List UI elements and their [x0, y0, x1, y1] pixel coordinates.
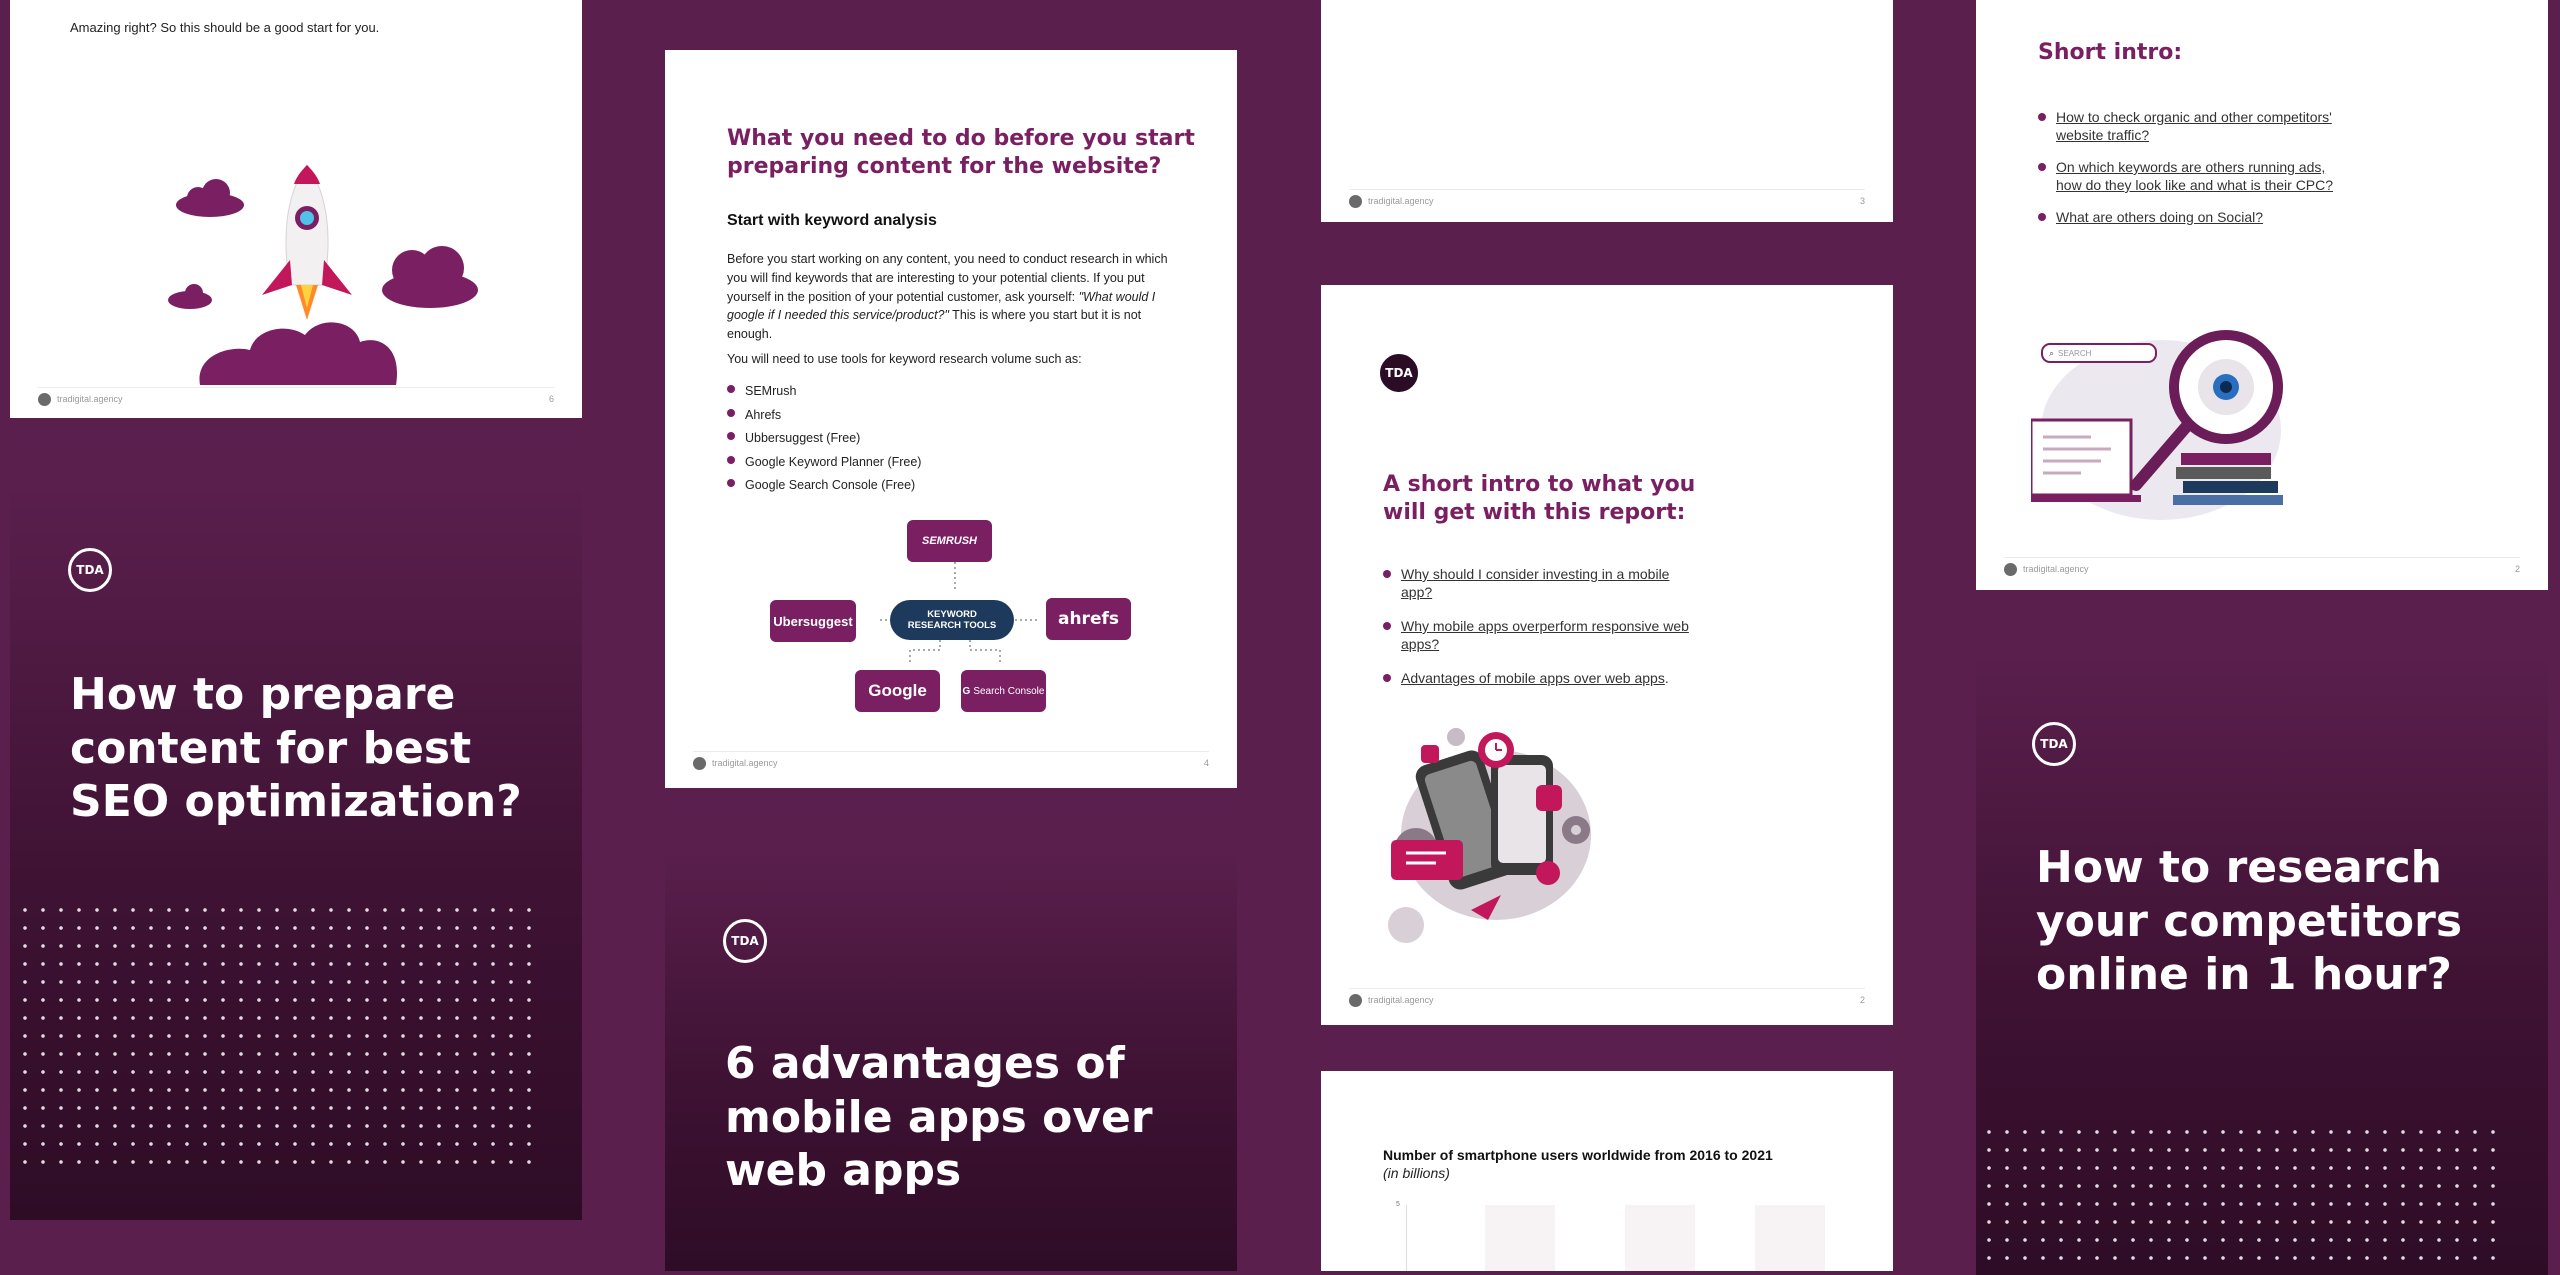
search-icon: ⌕	[2049, 347, 2055, 358]
tool-item: Google Keyword Planner (Free)	[727, 451, 921, 475]
topic-link[interactable]: What are others doing on Social?	[2056, 209, 2264, 225]
ahrefs-node: ahrefs	[1046, 598, 1131, 640]
card-competitor-intro	[1976, 0, 2548, 590]
competitor-topics	[2038, 108, 2333, 226]
footer	[1349, 189, 1865, 212]
topic-link[interactable]: how do they look like and what is their CPC?	[2056, 177, 2334, 193]
topic-link[interactable]: Why should I consider investing in a mobile	[1401, 566, 1670, 582]
cover-title-line: How to prepare	[70, 669, 456, 720]
cover-title-line: content for best	[70, 722, 472, 774]
card-competitor-cover	[1976, 655, 2548, 1275]
cover-title	[725, 1037, 1153, 1198]
center-node	[890, 600, 1014, 640]
para-text-end: This is where you start but it is not enough.	[727, 308, 1142, 341]
chart-band	[1485, 1205, 1555, 1271]
center-line: RESEARCH TOOLS	[907, 620, 997, 631]
dot-pattern	[16, 901, 538, 1171]
intro-paragraph	[727, 250, 1189, 344]
footer-brand: tradigital.agency	[1368, 196, 1434, 206]
toggle-icon	[1536, 861, 1560, 885]
cover-title-line: online in 1 hour?	[2036, 949, 2452, 1001]
card-mobile-cover	[665, 851, 1237, 1271]
chart-band	[1625, 1205, 1695, 1271]
center-line: KEYWORD	[927, 608, 977, 620]
smoke-cloud	[200, 322, 397, 385]
laptop-icon	[2031, 420, 2131, 495]
tools-list	[727, 380, 921, 498]
page-number: 2	[2514, 564, 2520, 574]
tool-item: Google Search Console (Free)	[727, 474, 921, 498]
tools-intro: You will need to use tools for keyword research volume such as:	[727, 352, 1082, 366]
search-bar	[2041, 343, 2157, 363]
page-number: 4	[1203, 758, 1209, 768]
topic-item[interactable]	[2038, 158, 2333, 194]
page-heading	[727, 125, 1195, 180]
semrush-node: SEMRUSH	[907, 520, 992, 562]
rocket-illustration	[150, 150, 490, 385]
gear-icon	[1562, 816, 1590, 844]
footer-brand: tradigital.agency	[2023, 564, 2089, 574]
cover-title-line: web apps	[725, 1145, 962, 1197]
card-rocket-page	[10, 0, 582, 418]
card-report-intro	[1321, 285, 1893, 1025]
topic-link[interactable]: How to check organic and other competitors'	[2056, 109, 2332, 125]
topic-item[interactable]: Advantages of mobile apps over web apps.	[1383, 669, 1689, 687]
report-topics	[1383, 565, 1689, 687]
google-node: Google	[855, 670, 940, 712]
cover-title-line: How to research	[2036, 842, 2442, 893]
footer	[1349, 988, 1865, 1011]
footer	[2004, 557, 2520, 580]
subheading: Start with keyword analysis	[727, 212, 937, 229]
para-quote: "What would I google if I needed this service/product?"	[727, 289, 1156, 323]
tool-item: Ahrefs	[727, 404, 921, 428]
cover-title	[2036, 841, 2462, 1002]
heading-line: preparing content for the website?	[727, 153, 1162, 179]
mobile-app-illustration	[1376, 725, 1616, 945]
tool-item: SEMrush	[727, 380, 921, 404]
chart-band	[1755, 1205, 1825, 1271]
topic-link[interactable]: Advantages of mobile apps over web apps	[1401, 670, 1665, 686]
heading-line: A short intro to what you	[1383, 472, 1696, 497]
search-console-node	[961, 670, 1046, 712]
topic-link[interactable]: apps?	[1401, 636, 1440, 652]
tda-logo: TDA	[68, 548, 112, 592]
dot-pattern	[1980, 1123, 2502, 1273]
keyword-tools-diagram	[765, 520, 1145, 720]
page-number: 6	[548, 394, 554, 404]
rocket	[262, 165, 352, 320]
books-icon	[2181, 453, 2271, 465]
brand-logo-icon	[1349, 195, 1362, 208]
footer-brand: tradigital.agency	[712, 758, 778, 768]
card-blank-page	[1321, 0, 1893, 222]
cover-title-line: SEO optimization?	[70, 776, 522, 828]
google-g-icon: G	[962, 685, 971, 697]
y-tick: 5	[1396, 1201, 1400, 1208]
para-text: Before you start working on any content, you need to conduct research in which you will find keywords that are interesting to your potential clients. If you put yourself in the position of your potential customer, ask yourself:	[727, 252, 1168, 304]
search-console-label: Search Console	[973, 685, 1045, 697]
page-number: 3	[1859, 196, 1865, 206]
brand-logo-icon	[2004, 563, 2017, 576]
heading-line: What you need to do before you start	[727, 126, 1195, 151]
cover-title	[70, 668, 522, 829]
footer	[38, 387, 554, 410]
search-illustration	[2031, 325, 2301, 525]
brand-logo-icon	[693, 757, 706, 770]
page-number: 2	[1859, 995, 1865, 1005]
card-chart-page	[1321, 1071, 1893, 1271]
ubersuggest-node: Ubersuggest	[770, 600, 856, 642]
search-label: SEARCH	[2058, 348, 2092, 358]
topic-link[interactable]: website traffic?	[2056, 127, 2150, 143]
topic-link[interactable]: On which keywords are others running ads,	[2056, 159, 2326, 175]
footer-brand: tradigital.agency	[1368, 995, 1434, 1005]
card-seo-cover	[10, 483, 582, 1220]
app-icon	[1421, 745, 1439, 763]
tda-logo: TDA	[2032, 722, 2076, 766]
chart-subtitle: (in billions)	[1383, 1165, 1450, 1181]
heading-line: will get with this report:	[1383, 499, 1686, 525]
cover-title-line: your competitors	[2036, 895, 2463, 947]
topic-item[interactable]	[1383, 617, 1689, 653]
bell-icon	[1536, 785, 1562, 811]
card-icon	[1391, 840, 1463, 880]
page-heading: Short intro:	[2038, 40, 2183, 65]
footer	[693, 751, 1209, 774]
page-heading	[1383, 471, 1695, 526]
brand-logo-icon	[38, 393, 51, 406]
topic-item[interactable]	[1383, 565, 1689, 601]
card-keyword-page	[665, 50, 1237, 788]
tda-logo: TDA	[1377, 351, 1421, 395]
chart-plot-area	[1406, 1205, 1827, 1271]
chart-title: Number of smartphone users worldwide from 2016 to 2021	[1383, 1147, 1773, 1163]
cover-title-line: mobile apps over	[725, 1091, 1153, 1143]
brand-logo-icon	[1349, 994, 1362, 1007]
topic-item[interactable]	[2038, 108, 2333, 144]
topic-link[interactable]: app?	[1401, 584, 1433, 600]
topic-item[interactable]	[2038, 208, 2333, 226]
tool-item: Ubbersuggest (Free)	[727, 427, 921, 451]
cover-title-line: 6 advantages of	[725, 1038, 1125, 1089]
footer-brand: tradigital.agency	[57, 394, 123, 404]
tda-logo: TDA	[723, 919, 767, 963]
closing-text: Amazing right? So this should be a good start for you.	[70, 20, 380, 35]
topic-link[interactable]: Why mobile apps overperform responsive web	[1401, 618, 1689, 634]
